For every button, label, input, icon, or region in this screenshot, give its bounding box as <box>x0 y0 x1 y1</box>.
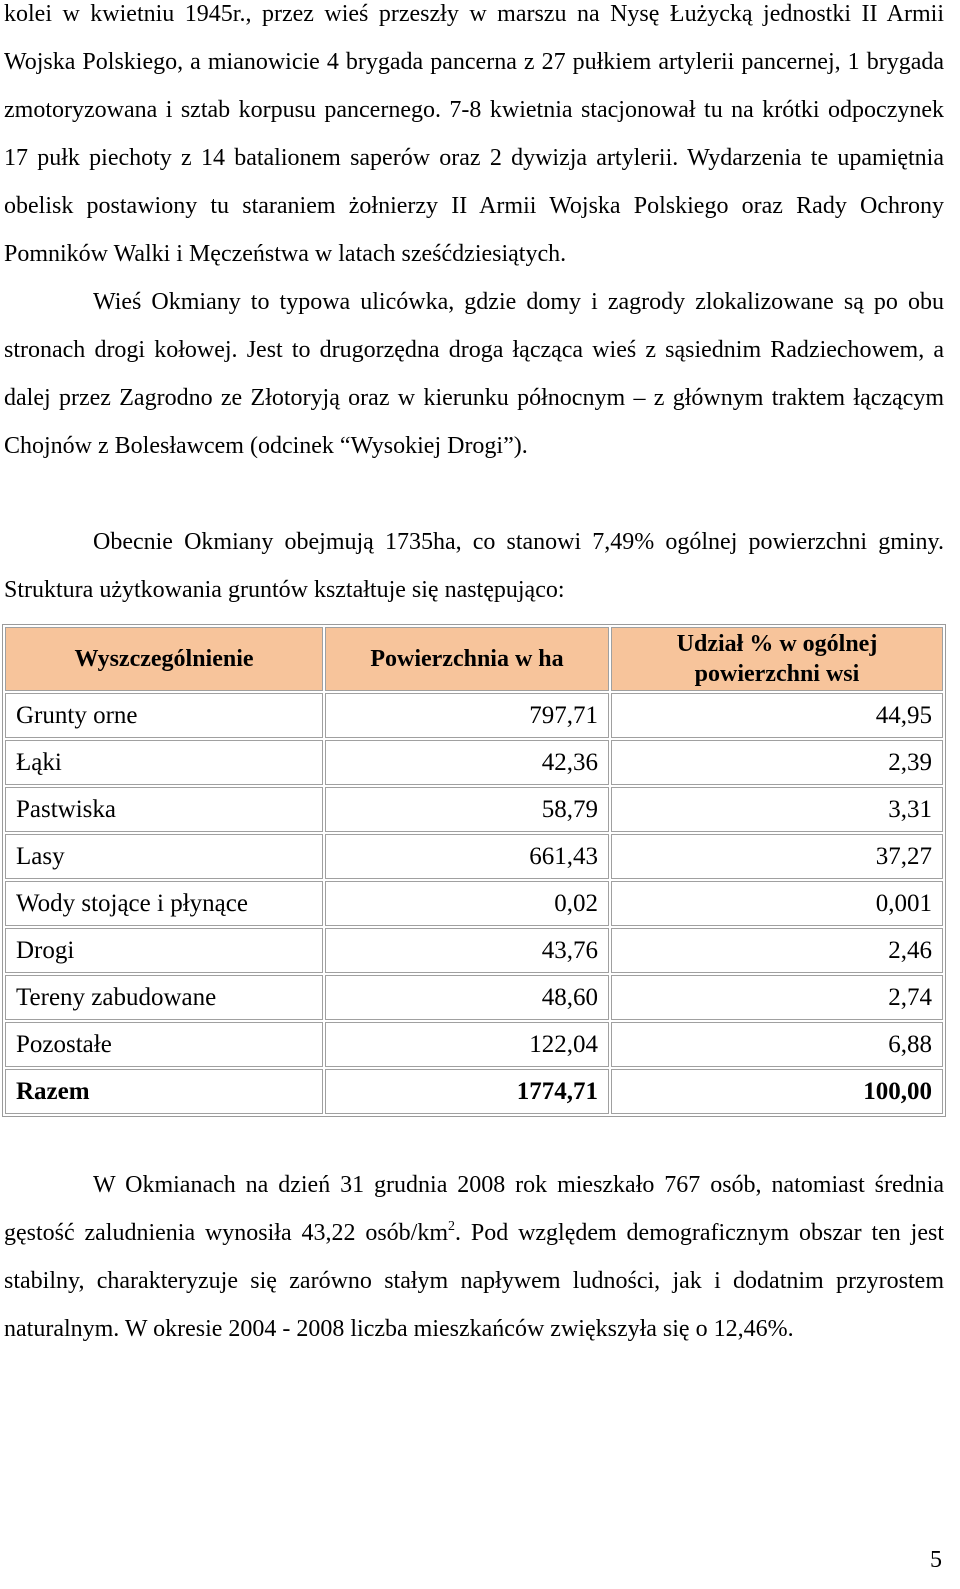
paragraph-village-layout: Wieś Okmiany to typowa ulicówka, gdzie domy i zagrody zlokalizowane są po obu stronach drogi kołowej. Jest to drugorzędna droga łącząca wieś z sąsiednim Radziechowem, a dalej przez Zagrodno ze Złotoryją oraz w kierunku północnym – z głównym traktem łączącym Chojnów z Bolesławcem (odcinek “Wysokiej Drogi”). <box>4 289 944 459</box>
cell-total-area: 1774,71 <box>325 1069 609 1114</box>
cell-share: 44,95 <box>611 693 943 738</box>
table-row <box>5 834 943 879</box>
superscript-exponent: 2 <box>448 1219 456 1234</box>
table-row <box>5 881 943 926</box>
header-share: Udział % w ogólnej powierzchni wsi <box>611 627 943 691</box>
page-number: 5 <box>930 1547 942 1573</box>
population-text-end: . Pod względem demograficznym obszar ten jest stabilny, charakteryzuje się zarówno stałym napływem ludności, jak i dodatnim przyrostem naturalnym. W okresie 2004 - 2008 liczba mieszkańców zwiększyła się o 12,46%. <box>4 1220 944 1342</box>
cell-category: Wody stojące i płynące <box>5 881 323 926</box>
cell-area: 661,43 <box>325 834 609 879</box>
table-row <box>5 928 943 973</box>
paragraph-area-intro: Obecnie Okmiany obejmują 1735ha, co stanowi 7,49% ogólnej powierzchni gminy. Struktura użytkowania gruntów kształtuje się następująco: <box>4 529 944 603</box>
table-total-row <box>5 1069 943 1114</box>
table-row <box>5 693 943 738</box>
paragraph-history: kolei w kwietniu 1945r., przez wieś przeszły w marszu na Nysę Łużycką jednostki II Armii Wojska Polskiego, a mianowicie 4 brygada pancerna z 27 pułkiem artylerii pancernej, 1 brygada zmotoryzowana i sztab korpusu pancernego. 7-8 kwietnia stacjonował tu na krótki odpoczynek 17 pułk piechoty z 14 batalionem saperów oraz 2 dywizja artylerii. Wydarzenia te upamiętnia obelisk postawiony tu staraniem żołnierzy II Armii Wojska Polskiego oraz Rady Ochrony Pomników Walki i Męczeństwa w latach sześćdziesiątych. <box>4 1 944 267</box>
table-row <box>5 975 943 1020</box>
cell-area: 122,04 <box>325 1022 609 1067</box>
cell-area: 48,60 <box>325 975 609 1020</box>
cell-share: 6,88 <box>611 1022 943 1067</box>
cell-share: 3,31 <box>611 787 943 832</box>
land-use-table <box>2 624 946 1117</box>
cell-category: Lasy <box>5 834 323 879</box>
cell-total-label: Razem <box>5 1069 323 1114</box>
document-page <box>4 0 944 1353</box>
cell-share: 37,27 <box>611 834 943 879</box>
table-row <box>5 1022 943 1067</box>
table-row <box>5 740 943 785</box>
paragraph-population <box>4 1161 944 1353</box>
cell-category: Drogi <box>5 928 323 973</box>
population-text-start: W Okmianach na dzień 31 grudnia 2008 rok mieszkało 767 osób, natomiast średnia gęstość zaludnienia wynosiła 43,22 osób/km <box>4 1172 944 1246</box>
cell-category: Łąki <box>5 740 323 785</box>
cell-area: 797,71 <box>325 693 609 738</box>
cell-area: 42,36 <box>325 740 609 785</box>
cell-category: Tereny zabudowane <box>5 975 323 1020</box>
header-category: Wyszczególnienie <box>5 627 323 691</box>
cell-category: Pastwiska <box>5 787 323 832</box>
table-row <box>5 787 943 832</box>
cell-share: 2,46 <box>611 928 943 973</box>
cell-share: 2,39 <box>611 740 943 785</box>
cell-category: Pozostałe <box>5 1022 323 1067</box>
cell-area: 0,02 <box>325 881 609 926</box>
table-header-row <box>5 627 943 691</box>
cell-share: 2,74 <box>611 975 943 1020</box>
cell-total-share: 100,00 <box>611 1069 943 1114</box>
cell-share: 0,001 <box>611 881 943 926</box>
cell-area: 43,76 <box>325 928 609 973</box>
header-area: Powierzchnia w ha <box>325 627 609 691</box>
cell-area: 58,79 <box>325 787 609 832</box>
cell-category: Grunty orne <box>5 693 323 738</box>
